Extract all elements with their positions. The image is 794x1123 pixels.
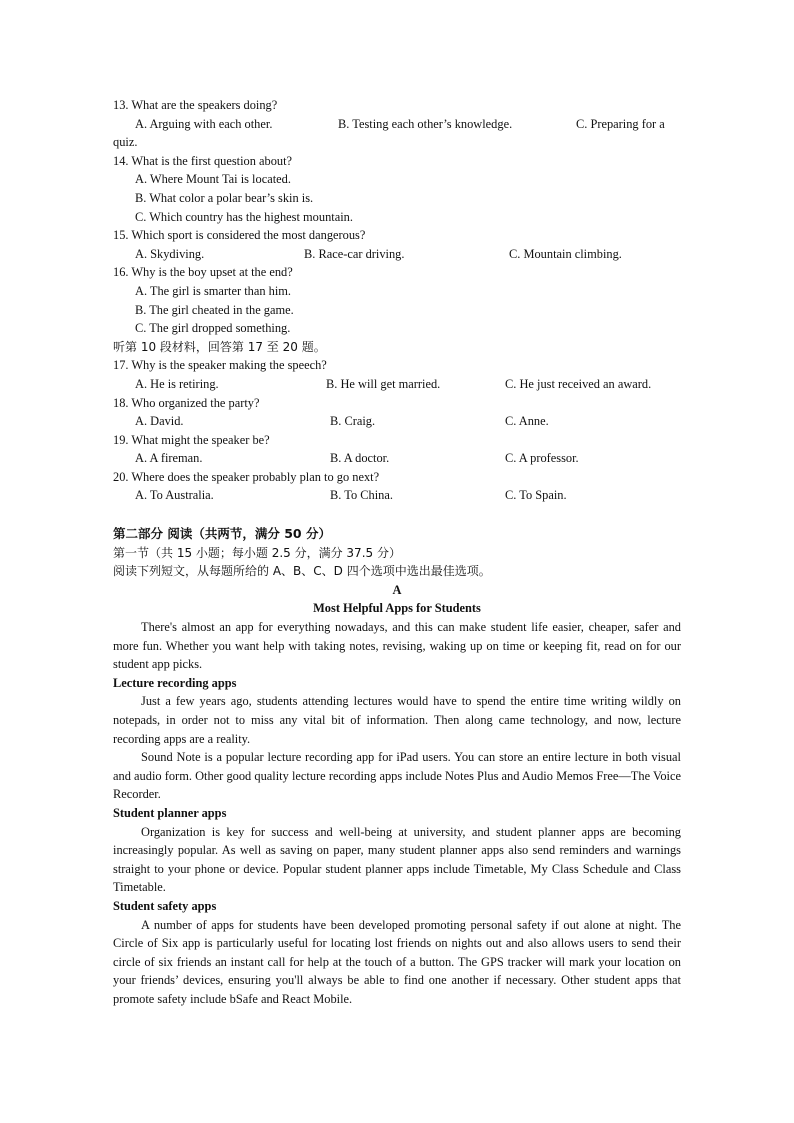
option-14-b: B. What color a polar bear’s skin is.: [135, 190, 314, 205]
question-19: 19. What might the speaker be?: [113, 432, 270, 447]
question-16: 16. Why is the boy upset at the end?: [113, 265, 293, 280]
option-17-b: B. He will get married.: [326, 376, 441, 391]
safety-paragraph: A number of apps for students have been developed promoting personal safety if out alone at night. The Circle of Six app is particularly useful for locating lost friends on nights out and also allows users to send their circle of six friends an instant call for help at the touch of a button. The GPS tracker will mark your location on your friends’ devices, ensuring you'll always be able to find one another if necessary. Other student apps that promote safety include bSafe and React Mobile.: [113, 917, 681, 1006]
question-15: 15. Which sport is considered the most dangerous?: [113, 228, 366, 243]
part2-heading: 第二部分 阅读（共两节，满分 50 分）: [113, 526, 331, 542]
lecture-paragraph-2: Sound Note is a popular lecture recording app for iPad users. You can store an entire lecture in both visual and audio form. Other good quality lecture recording apps include Notes Plus and Audio Memos Free—The Voice Recorder.: [113, 750, 681, 802]
option-16-b: B. The girl cheated in the game.: [135, 302, 294, 317]
option-18-c: C. Anne.: [505, 414, 549, 429]
option-17-a: A. He is retiring.: [135, 376, 219, 391]
section-heading-planner: Student planner apps: [113, 805, 227, 820]
options-17: [113, 375, 681, 394]
section-heading-safety: Student safety apps: [113, 898, 217, 913]
option-19-b: B. A doctor.: [330, 451, 390, 466]
option-18-a: A. David.: [135, 414, 184, 429]
option-17-c: C. He just received an award.: [505, 376, 652, 391]
question-18: 18. Who organized the party?: [113, 395, 260, 410]
planner-paragraph: Organization is key for success and well-being at university, and student planner apps are becoming increasingly popular. As well as saving on paper, many student planner apps also send reminders and warnings straight to your phone or device. Popular student planner apps include Timetable, My Class Schedule and Class Timetable.: [113, 824, 681, 895]
option-15-b: B. Race-car driving.: [304, 246, 405, 261]
options-15: [113, 245, 681, 264]
section-heading-lecture: Lecture recording apps: [113, 675, 237, 690]
option-16-a: A. The girl is smarter than him.: [135, 283, 292, 298]
section-note: 听第 10 段材料，回答第 17 至 20 题。: [113, 339, 326, 354]
options-19: [113, 449, 681, 468]
option-19-c: C. A professor.: [505, 451, 579, 466]
option-19-a: A. A fireman.: [135, 451, 203, 466]
option-15-a: A. Skydiving.: [135, 246, 205, 261]
option-16-c: C. The girl dropped something.: [135, 321, 291, 336]
part2-instruction: 阅读下列短文，从每题所给的 A、B、C、D 四个选项中选出最佳选项。: [113, 564, 491, 579]
option-18-b: B. Craig.: [330, 414, 376, 429]
option-20-c: C. To Spain.: [505, 488, 567, 503]
lecture-paragraph-1: Just a few years ago, students attending lectures would have to spend the entire time writing wildly on notepads, in order not to miss any vital bit of information. Then along came technology, and now, lecture recording apps are a reality.: [113, 694, 681, 746]
question-13: 13. What are the speakers doing?: [113, 98, 278, 112]
question-14: 14. What is the first question about?: [113, 153, 293, 168]
intro-paragraph: There's almost an app for everything nowadays, and this can make student life easier, cheaper, safer and more fun. Whether you want help with taking notes, revising, waking up on time or keeping fit, read on for our student app picks.: [113, 620, 681, 672]
option-15-c: C. Mountain climbing.: [509, 246, 622, 261]
question-17: 17. Why is the speaker making the speech?: [113, 358, 327, 373]
option-20-a: A. To Australia.: [135, 488, 214, 503]
passage-title: Most Helpful Apps for Students: [313, 601, 481, 616]
exam-page: [113, 96, 681, 1009]
option-13-b: B. Testing each other’s knowledge.: [338, 116, 513, 131]
option-14-c: C. Which country has the highest mountain.: [135, 209, 353, 224]
question-20: 20. Where does the speaker probably plan to go next?: [113, 469, 380, 484]
options-13: [113, 115, 681, 134]
options-20: [113, 486, 681, 505]
part2-section: 第一节（共 15 小题；每小题 2.5 分，满分 37.5 分）: [113, 545, 401, 560]
option-13-continuation: quiz.: [113, 135, 138, 150]
option-13-c: C. Preparing for a: [576, 116, 665, 131]
option-14-a: A. Where Mount Tai is located.: [135, 172, 291, 187]
passage-letter: A: [392, 582, 402, 597]
option-13-a: A. Arguing with each other.: [135, 116, 273, 131]
options-18: [113, 412, 681, 431]
option-20-b: B. To China.: [330, 488, 393, 503]
